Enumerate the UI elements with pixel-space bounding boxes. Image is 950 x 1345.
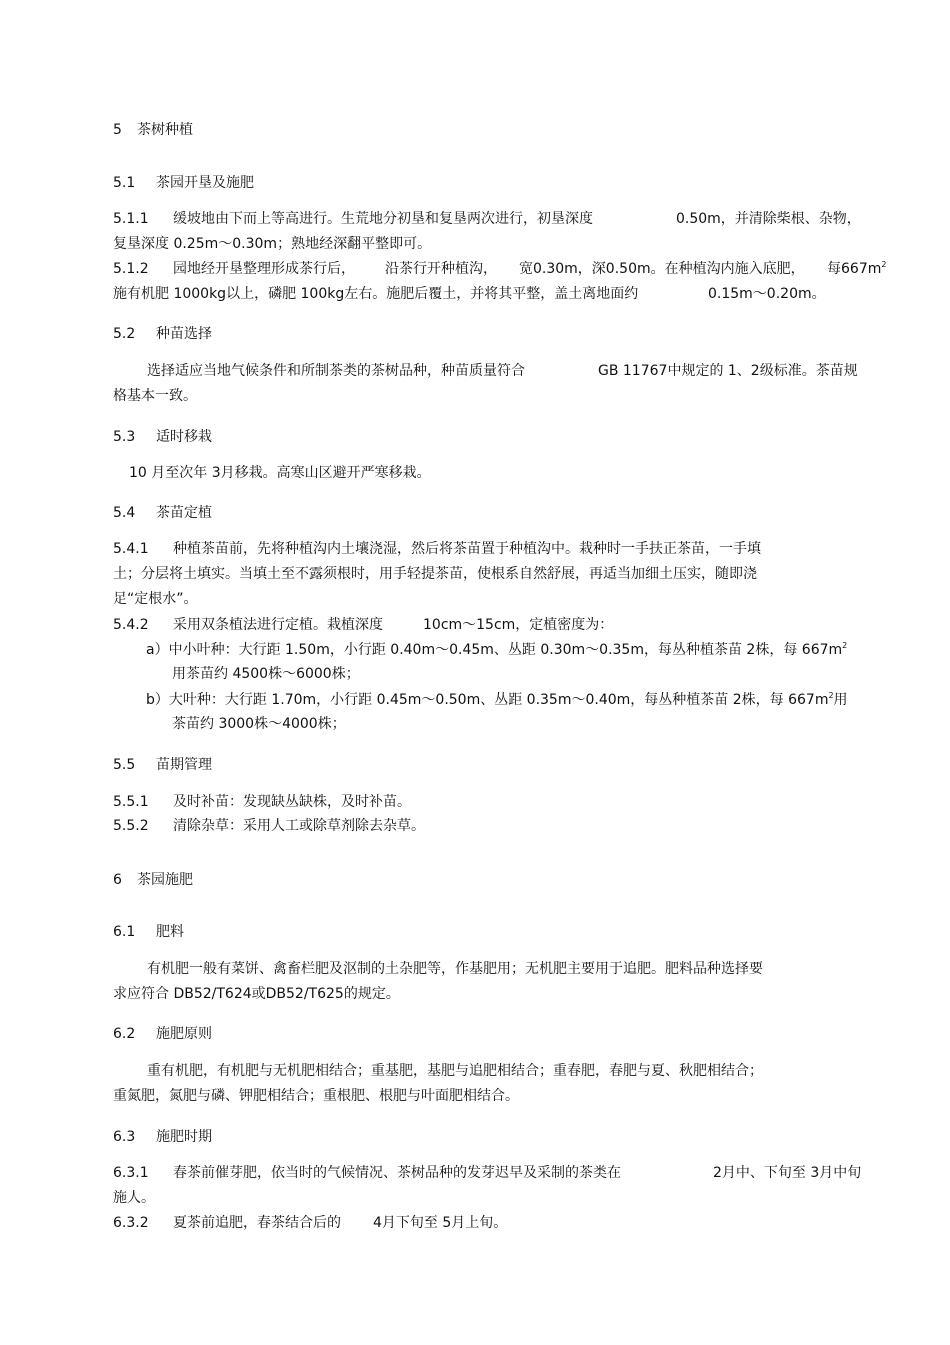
list-item-a: a）中小叶种：大行距 1.50m，小行距 0.40m～0.45m、丛距 0.30m～0.35m，每丛种植茶苗 2株，每 $667m^2$ [146,641,848,658]
superscript: 2 [842,641,848,650]
clause-5-1-1-text-cont: 0.50m，并清除柴根、杂物， [676,211,861,227]
clause-6-3-1-number: 6.3.1 [113,1165,149,1181]
section-6-3-number: 6.3 [113,1129,136,1145]
clause-5-1-2-line2-cont: 0.15m～0.20m。 [708,286,826,302]
clause-5-1-1-text-line2: 复垦深度 0.25m～0.30m；熟地经深翻平整即可。 [113,236,432,252]
section-5-4-number: 5.4 [113,505,136,521]
section-5-2-text-cont: GB 11767中规定的 1、2级标准。茶苗规 [598,363,858,379]
clause-5-1-2-text-d: 每$667m^2$ [827,260,887,277]
section-5-3-text: 10 月至次年 3月移栽。高寒山区避开严寒移栽。 [129,465,431,481]
list-item-b: b）大叶种：大行距 1.70m，小行距 0.45m～0.50m、丛距 0.35m～0.40m，每丛种植茶苗 2株，每 $667m^2$用 [146,691,848,708]
section-5-1-number: 5.1 [113,175,136,191]
clause-5-1-2-text-c: 宽0.30m，深0.50m。在种植沟内施入底肥， [519,261,805,277]
section-5-3-title: 适时移栽 [156,429,212,445]
clause-5-5-2-number: 5.5.2 [113,818,149,834]
clause-5-4-1-line2: 土；分层将土填实。当填土至不露须根时，用手轻提茶苗，使根系自然舒展，再适当加细土压实，随即浇 [113,566,757,582]
superscript: 2 [881,260,887,269]
list-item-b-line2: 茶苗约 3000株～4000株； [172,716,346,732]
section-6-2-text: 重有机肥，有机肥与无机肥相结合；重基肥，基肥与追肥相结合；重春肥，春肥与夏、秋肥相结合； [147,1063,763,1079]
clause-5-1-2-text-a: 园地经开垦整理形成茶行后， [173,261,355,277]
section-5-2-number: 5.2 [113,326,136,342]
section-6-2-text-line2: 重氮肥，氮肥与磷、钾肥相结合；重根肥、根肥与叶面肥相结合。 [113,1088,519,1104]
clause-5-4-2-text-cont: 10cm～15cm，定植密度为： [423,617,614,633]
section-5-title: 茶树种植 [137,122,193,138]
section-5-2-title: 种苗选择 [156,326,212,342]
section-5-5-title: 苗期管理 [156,757,212,773]
section-6-3-title: 施肥时期 [156,1129,212,1145]
clause-5-5-1-number: 5.5.1 [113,794,149,810]
clause-5-1-1-text: 缓坡地由下而上等高进行。生荒地分初垦和复垦两次进行，初垦深度 [173,211,593,227]
section-6-1-title: 肥料 [156,924,184,940]
section-6-number: 6 [113,872,122,888]
clause-5-1-1-number: 5.1.1 [113,211,149,227]
clause-5-4-2-text: 采用双条植法进行定植。栽植深度 [173,617,383,633]
section-5-3-number: 5.3 [113,429,136,445]
section-6-2-number: 6.2 [113,1026,136,1042]
clause-5-4-1-number: 5.4.1 [113,541,149,557]
clause-5-5-2-text: 清除杂草：采用人工或除草剂除去杂草。 [173,818,425,834]
clause-5-1-2-line2: 施有机肥 1000kg以上，磷肥 100kg左右。施肥后覆土，并将其平整，盖土离地面约 [113,286,639,302]
clause-5-5-1-text: 及时补苗：发现缺丛缺株，及时补苗。 [173,794,411,810]
clause-6-3-2-text: 夏茶前追肥，春茶结合后的 [173,1215,341,1231]
superscript: 2 [828,691,834,700]
section-6-1-text-line2: 求应符合 DB52/T624或DB52/T625的规定。 [113,986,400,1002]
clause-5-4-1-line3: 足“定根水”。 [113,591,198,607]
section-5-2-text-line2: 格基本一致。 [113,388,197,404]
clause-5-4-2-number: 5.4.2 [113,617,149,633]
clause-5-1-2-text-b: 沿茶行开种植沟， [385,261,497,277]
section-5-2-text: 选择适应当地气候条件和所制茶类的茶树品种，种苗质量符合 [147,363,525,379]
section-5-5-number: 5.5 [113,757,136,773]
clause-5-4-1-text: 种植茶苗前，先将种植沟内土壤浇湿，然后将茶苗置于种植沟中。栽种时一手扶正茶苗，一手填 [173,541,761,557]
section-6-1-number: 6.1 [113,924,136,940]
section-5-4-title: 茶苗定植 [156,505,212,521]
section-5-1-title: 茶园开垦及施肥 [156,175,254,191]
clause-5-1-2-number: 5.1.2 [113,261,149,277]
clause-6-3-2-number: 6.3.2 [113,1215,149,1231]
section-6-1-text: 有机肥一般有菜饼、禽畜栏肥及沤制的土杂肥等，作基肥用；无机肥主要用于追肥。肥料品种选择要 [147,961,763,977]
clause-6-3-2-text-cont: 4月下旬至 5月上旬。 [373,1215,508,1231]
clause-6-3-1-text-cont: 2月中、下旬至 3月中旬 [713,1165,862,1181]
list-item-a-line2: 用茶苗约 4500株～6000株； [172,666,360,682]
clause-6-3-1-text: 春茶前催芽肥，依当时的气候情况、茶树品种的发芽迟早及采制的茶类在 [173,1165,621,1181]
clause-6-3-1-line2: 施人。 [113,1190,155,1206]
section-6-2-title: 施肥原则 [156,1026,212,1042]
section-6-title: 茶园施肥 [137,872,193,888]
section-5-number: 5 [113,122,122,138]
